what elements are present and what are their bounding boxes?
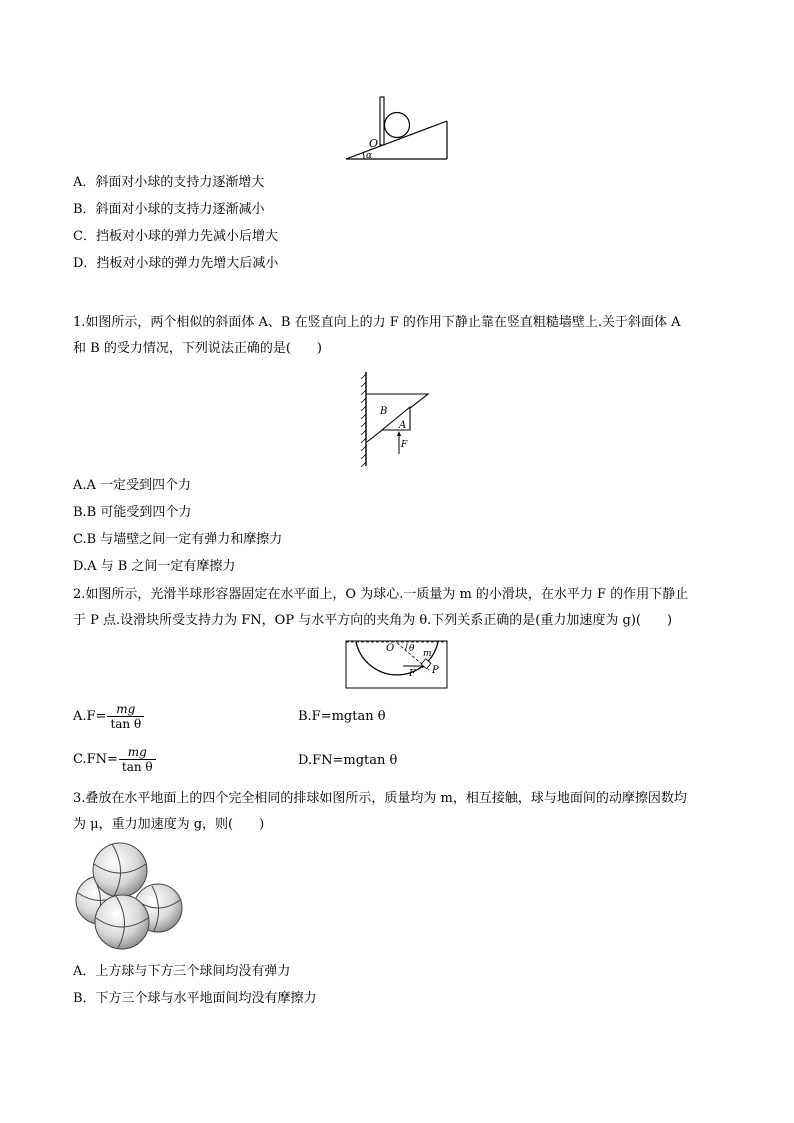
q2-option-a-denominator: tan θ [110,717,142,731]
fig2-label-O: O [386,643,395,654]
wedges-wall-figure [360,370,432,468]
fig1-label-B: B [380,406,388,417]
incline-ball-figure [340,95,452,163]
q2-option-a-fraction [107,702,144,731]
fig1-label-F: F [401,440,408,450]
q2-option-b: B.F=mgtan θ [298,709,386,724]
fig2-label-F: F [409,669,416,679]
q0-option-d: D．挡板对小球的弹力先增大后减小 [73,256,279,271]
fig0-label-alpha: α [366,151,373,161]
q2-option-a-prefix: A.F= [73,709,107,724]
q3-option-a: A．上方球与下方三个球间均没有弹力 [73,964,291,979]
q2-option-c-numerator: mg [119,745,156,760]
q1-option-b: B.B 可能受到四个力 [73,505,192,520]
q0-option-b: B．斜面对小球的支持力逐渐减小 [73,202,265,217]
q2-option-a-numerator: mg [107,702,144,717]
q1-option-a: A.A 一定受到四个力 [73,478,192,493]
q2-option-a [73,700,144,734]
q1-stem-line2: 和 B 的受力情况，下列说法正确的是( ) [73,341,322,356]
fig2-label-P: P [432,665,439,676]
q1-stem-line1: 1.如图所示，两个相似的斜面体 A、B 在竖直向上的力 F 的作用下静止靠在竖直粗糙墙壁上.关于斜面体 A [73,315,681,330]
fig2-label-theta: θ [409,644,415,654]
q2-stem-line1: 2.如图所示，光滑半球形容器固定在水平面上，O 为球心.一质量为 m 的小滑块，在水平力 F 的作用下静止 [73,587,689,602]
q2-option-d: D.FN=mgtan θ [298,753,398,768]
hemisphere-container-figure [345,640,449,690]
fig0-label-O: O [369,137,379,150]
q1-option-c: C.B 与墙壁之间一定有弹力和摩擦力 [73,532,283,547]
q3-stem-line2: 为 μ，重力加速度为 g，则( ) [73,817,265,832]
q3-option-b: B．下方三个球与水平地面间均没有摩擦力 [73,991,317,1006]
q2-stem-line2: 于 P 点.设滑块所受支持力为 FN，OP 与水平方向的夹角为 θ.下列关系正确的是(重力加速度为 g)( ) [73,613,673,628]
stacked-balls-figure [72,838,186,954]
q0-option-a: A．斜面对小球的支持力逐渐增大 [73,175,265,190]
q2-option-c-prefix: C.FN= [73,752,118,767]
fig2-label-m: m [423,649,432,659]
q2-option-c-fraction [119,745,156,774]
fig1-label-A: A [399,420,407,431]
q0-option-c: C．挡板对小球的弹力先减小后增大 [73,229,278,244]
q1-option-d: D.A 与 B 之间一定有摩擦力 [73,559,236,574]
q2-option-c [73,743,156,777]
q2-option-c-denominator: tan θ [121,760,153,774]
q3-stem-line1: 3.叠放在水平地面上的四个完全相同的排球如图所示，质量均为 m，相互接触，球与地面间的动摩擦因数均 [73,791,687,806]
